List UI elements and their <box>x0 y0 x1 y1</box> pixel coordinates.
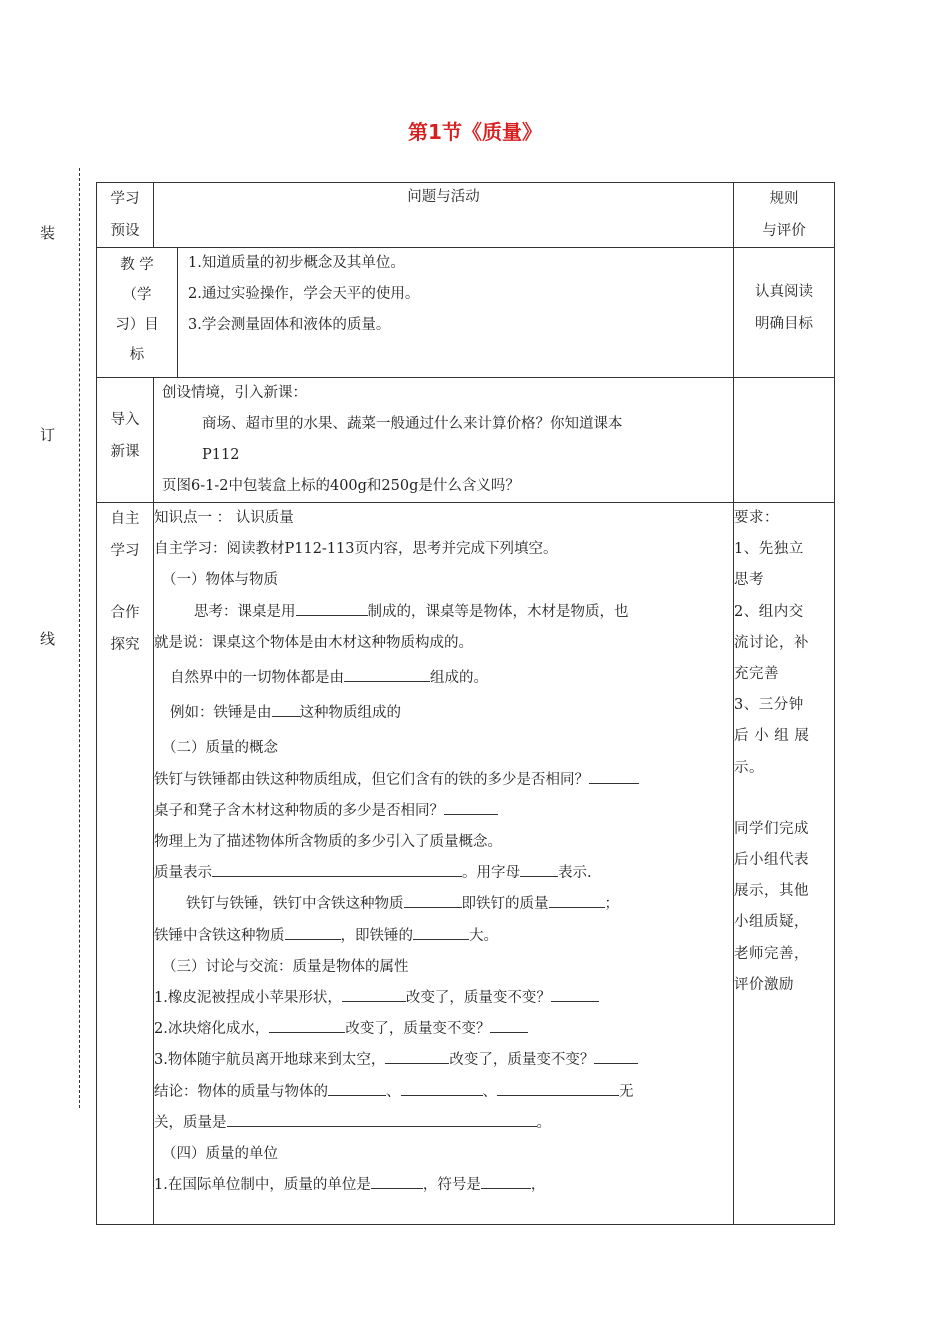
intro-line-4: 页图6-1-2中包装盒上标的400g和250g是什么含义吗？ <box>162 478 520 494</box>
s1-nature-a: 自然界中的一切物体都是由 <box>170 670 344 687</box>
s3-q2-a: 2.冰块熔化成水， <box>154 1021 270 1038</box>
objectives-row <box>97 248 835 378</box>
s1-nature-line <box>154 663 733 694</box>
s2-q2-line <box>154 796 733 827</box>
objective-item-3: 3.学会测量固体和液体的质量。 <box>188 317 391 333</box>
s3-q2-line <box>154 1014 733 1045</box>
s3-q2-b: 改变了，质量变不变？ <box>345 1021 491 1038</box>
s3-q1-line <box>154 983 733 1014</box>
header-col-rules-line1: 规则 <box>769 191 799 207</box>
req-line-2: 1、先独立 <box>734 541 804 558</box>
s2-nail-line <box>154 889 733 920</box>
blank-mass-meaning[interactable] <box>212 862 462 877</box>
blank-si-symbol[interactable] <box>481 1174 531 1189</box>
req-line-6: 充完善 <box>734 666 779 683</box>
blank-clay-changed[interactable] <box>342 987 406 1002</box>
eval-line-5: 老师完善， <box>734 945 809 962</box>
s1-example-line <box>154 698 733 729</box>
blank-hammer-iron[interactable] <box>285 925 341 940</box>
study-label-tanjiu: 探究 <box>110 637 140 653</box>
s2-ham-a: 铁锤中含铁这种物质 <box>154 927 285 944</box>
header-col-preset-line2: 预设 <box>110 223 140 239</box>
blank-space-mass[interactable] <box>594 1049 638 1064</box>
objectives-label-line2: （学 <box>122 287 152 303</box>
binding-char-xian: 线 <box>40 630 56 648</box>
s3-con-c: 关，质量是 <box>154 1114 227 1131</box>
objectives-label-line4: 标 <box>129 347 145 363</box>
worksheet-table <box>96 182 835 1225</box>
eval-line-4: 小组质疑， <box>734 914 809 931</box>
header-col-activities <box>154 183 734 248</box>
intro-line-2: 商场、超市里的水果、蔬菜一般通过什么来计算价格？你知道课本 <box>202 416 623 432</box>
req-line-8: 后 小 组 展 <box>734 728 810 745</box>
s3-q1-a: 1.橡皮泥被捏成小苹果形状， <box>154 990 342 1007</box>
s1-nature-b: 组成的。 <box>430 670 488 687</box>
blank-mass-letter[interactable] <box>520 862 558 877</box>
binding-char-ding: 订 <box>40 426 56 444</box>
s1-think-a: 思考：课桌是用 <box>194 603 296 620</box>
objectives-label-line1: 教 学 <box>120 257 154 273</box>
s2-nail-b: 即铁钉的质量 <box>461 896 549 913</box>
req-line-1: 要求： <box>734 510 779 526</box>
section-1-title: （一）物体与物质 <box>162 572 278 589</box>
blank-clay-mass[interactable] <box>551 987 599 1002</box>
blank-hammer-mass[interactable] <box>413 925 469 940</box>
intro-line-3: P112 <box>202 447 240 463</box>
blank-iron-same[interactable] <box>589 769 639 784</box>
objectives-label-line3: 习）目 <box>115 317 159 333</box>
intro-label-line1: 导入 <box>110 412 140 428</box>
blank-desk-material[interactable] <box>296 601 368 616</box>
blank-hammer-substance[interactable] <box>272 702 300 717</box>
intro-label-line2: 新课 <box>110 444 140 460</box>
study-row <box>97 503 835 1225</box>
study-label <box>97 503 154 1225</box>
eval-line-6: 评价激励 <box>734 976 794 993</box>
s2-ham-b: ，即铁锤的 <box>340 927 413 944</box>
blank-nature-composed[interactable] <box>344 667 430 682</box>
s2-nail-a: 铁钉与铁锤，铁钉中含铁这种物质 <box>186 896 404 913</box>
study-label-hezuo: 合作 <box>110 605 140 621</box>
s4-q1-a: 1.在国际单位制中，质量的单位是 <box>154 1177 371 1194</box>
header-row <box>97 183 835 248</box>
section-3-title: （三）讨论与交流：质量是物体的属性 <box>162 958 409 975</box>
s2-rep-a: 质量表示 <box>154 865 212 882</box>
study-label-zizhu: 自主 <box>110 511 140 527</box>
s3-con-sep-2: 、 <box>482 1083 497 1100</box>
blank-conclusion-2[interactable] <box>401 1081 483 1096</box>
blank-nail-iron[interactable] <box>404 893 462 908</box>
kp-intro: 自主学习：阅读教材P112-113页内容，思考并完成下列填空。 <box>154 541 558 558</box>
s1-ex-b: 这种物质组成的 <box>299 705 401 722</box>
intro-eval <box>734 378 835 503</box>
blank-ice-changed[interactable] <box>269 1018 345 1033</box>
header-col-preset <box>97 183 154 248</box>
req-line-9: 示。 <box>734 759 764 776</box>
req-line-3: 思考 <box>734 572 764 589</box>
s2-nail-c: ； <box>604 896 619 913</box>
s3-conclusion-line <box>154 1077 733 1108</box>
objectives-content <box>178 248 734 378</box>
header-col-activities-label: 问题与活动 <box>407 189 480 205</box>
s2-hammer-line <box>154 921 733 952</box>
intro-content <box>154 378 734 503</box>
s3-q3-line <box>154 1045 733 1076</box>
s2-rep-c: 表示. <box>558 865 592 882</box>
eval-line-3: 展示，其他 <box>734 883 809 900</box>
objective-item-1: 1.知道质量的初步概念及其单位。 <box>188 255 405 271</box>
header-col-preset-line1: 学习 <box>110 191 140 207</box>
section-4-title: （四）质量的单位 <box>162 1146 278 1163</box>
s3-con-sep-1: 、 <box>386 1083 401 1100</box>
s1-think-line <box>154 597 733 628</box>
s3-conclusion-line-2 <box>154 1108 733 1139</box>
blank-ice-mass[interactable] <box>490 1018 528 1033</box>
req-line-7: 3、三分钟 <box>734 697 804 714</box>
s3-q3-a: 3.物体随宇航员离开地球来到太空， <box>154 1052 386 1069</box>
blank-nail-mass[interactable] <box>549 893 605 908</box>
s3-con-b: 无 <box>619 1083 634 1100</box>
binding-dashed-line <box>79 168 80 1108</box>
objectives-label <box>97 248 178 378</box>
study-content <box>154 503 734 1225</box>
header-col-rules-line2: 与评价 <box>762 223 806 239</box>
study-requirements <box>734 503 835 1225</box>
blank-mass-property[interactable] <box>227 1112 537 1127</box>
s4-q1-line <box>154 1170 733 1201</box>
s2-ham-c: 大。 <box>469 927 498 944</box>
blank-space-changed[interactable] <box>385 1049 449 1064</box>
blank-wood-same[interactable] <box>444 800 498 815</box>
s2-definition: 物理上为了描述物体所含物质的多少引入了质量概念。 <box>154 834 502 851</box>
s1-think-b: 制成的，课桌等是物体，木材是物质，也 <box>367 603 629 620</box>
s4-q1-c: ， <box>530 1177 546 1194</box>
eval-line-1: 同学们完成 <box>734 820 809 837</box>
s2-rep-b: 。用字母 <box>462 865 520 882</box>
objective-item-2: 2.通过实验操作，学会天平的使用。 <box>188 286 420 302</box>
s2-q2: 桌子和凳子含木材这种物质的多少是否相同？ <box>154 802 444 819</box>
blank-conclusion-1[interactable] <box>328 1081 386 1096</box>
intro-line-1: 创设情境，引入新课： <box>162 385 307 401</box>
s1-think-c: 就是说：课桌这个物体是由木材这种物质构成的。 <box>154 634 473 651</box>
s2-q1: 铁钉与铁锤都由铁这种物质组成，但它们含有的铁的多少是否相同？ <box>154 771 589 788</box>
blank-si-unit[interactable] <box>371 1174 423 1189</box>
s3-q3-b: 改变了，质量变不变？ <box>449 1052 595 1069</box>
section-2-title: （二）质量的概念 <box>162 740 278 757</box>
objectives-eval-line2: 明确目标 <box>755 316 813 332</box>
binding-char-zhuang: 装 <box>40 224 56 242</box>
objectives-eval <box>734 248 835 378</box>
s3-q1-b: 改变了，质量变不变？ <box>405 990 551 1007</box>
s4-q1-b: ，符号是 <box>422 1177 481 1194</box>
eval-line-2: 后小组代表 <box>734 852 809 869</box>
intro-row <box>97 378 835 503</box>
req-line-4: 2、组内交 <box>734 603 804 620</box>
kp-title: 知识点一 ： 认识质量 <box>154 510 294 526</box>
req-line-5: 流讨论，补 <box>734 634 809 651</box>
page-title: 第1节《质量》 <box>408 120 542 144</box>
s2-represent-line <box>154 858 733 889</box>
s3-con-a: 结论：物体的质量与物体的 <box>154 1083 328 1100</box>
s1-ex-a: 例如：铁锤是由 <box>170 705 272 722</box>
s2-q1-line <box>154 765 733 796</box>
s3-con-d: 。 <box>536 1114 551 1131</box>
header-col-rules <box>734 183 835 248</box>
blank-conclusion-3[interactable] <box>497 1081 619 1096</box>
intro-label <box>97 378 154 503</box>
study-label-xuexi: 学习 <box>110 543 140 559</box>
objectives-eval-line1: 认真阅读 <box>755 284 813 300</box>
